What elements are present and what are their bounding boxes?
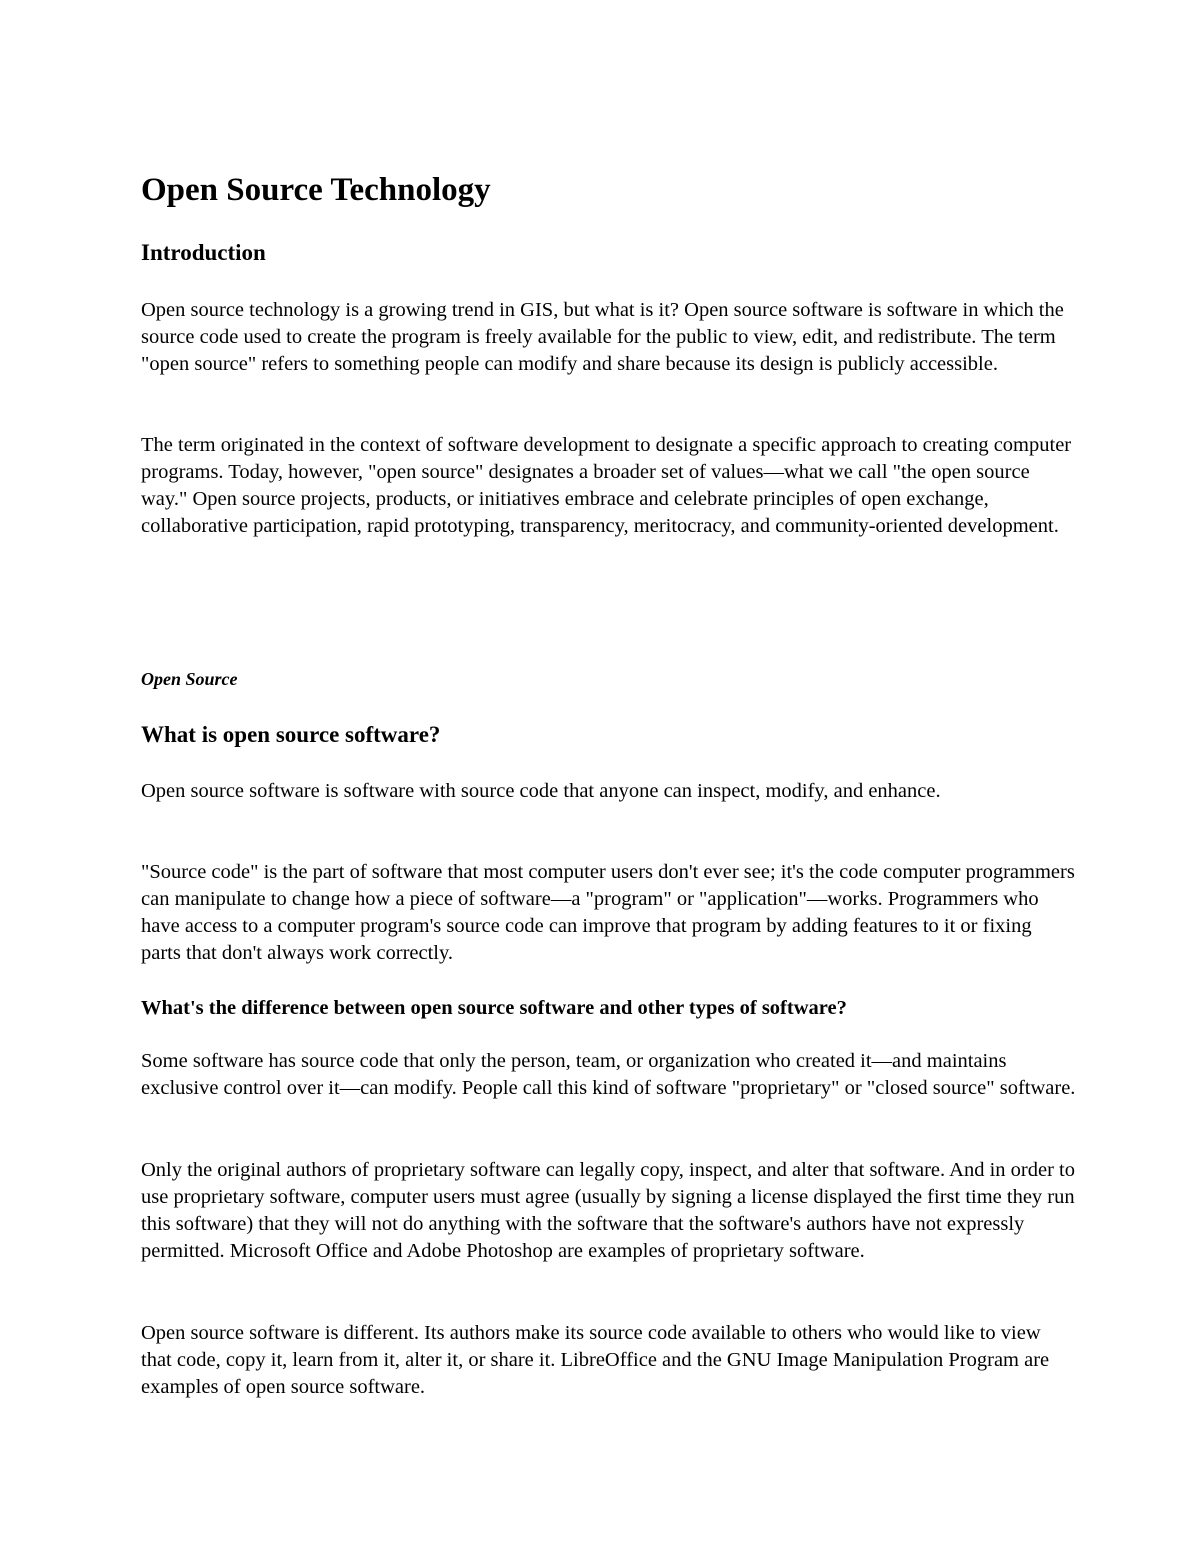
- diff-paragraph-2: Only the original authors of proprietary software can legally copy, inspect, and alter that software. And in order to use proprietary software, computer users must agree (usually by signing a license displayed the first time they run this software) that they will not do anything with the software that the software's authors have not expressly permitted. Microsoft Office and Adobe Photoshop are examples of proprietary software.: [141, 1159, 1075, 1262]
- what-paragraph-2: "Source code" is the part of software that most computer users don't ever see; it's the code computer programmers can manipulate to change how a piece of software—a "program" or "application"—works. Programmers who have access to a computer program's source code can improve that program by adding features to it or fixing parts that don't always work correctly.: [141, 861, 1075, 964]
- what-is-open-source-heading: What is open source software?: [141, 722, 441, 747]
- difference-heading: What's the difference between open source software and other types of software?: [141, 997, 847, 1019]
- introduction-heading: Introduction: [141, 240, 266, 265]
- intro-paragraph-2: The term originated in the context of software development to designate a specific approach to creating computer programs. Today, however, "open source" designates a broader set of values—what we call "the open source way." Open source projects, products, or initiatives embrace and celebrate principles of open exchange, collaborative participation, rapid prototyping, transparency, meritocracy, and community-oriented development.: [141, 434, 1072, 537]
- diff-paragraph-3: Open source software is different. Its authors make its source code available to others who would like to view that code, copy it, learn from it, alter it, or share it. LibreOffice and the GNU Image Manipulation Program are examples of open source software.: [141, 1322, 1050, 1398]
- what-paragraph-1: Open source software is software with source code that anyone can inspect, modify, and enhance.: [141, 780, 941, 802]
- intro-paragraph-1: Open source technology is a growing trend in GIS, but what is it? Open source software is software in which the source code used to create the program is freely available for the public to view, edit, and redistribute. The term "open source" refers to something people can modify and share because its design is publicly accessible.: [141, 299, 1064, 375]
- section-label-open-source: Open Source: [141, 669, 238, 689]
- diff-paragraph-1: Some software has source code that only the person, team, or organization who created it—and maintains exclusive control over it—can modify. People call this kind of software "proprietary" or "closed source" software.: [141, 1050, 1076, 1099]
- document-title: Open Source Technology: [141, 172, 491, 208]
